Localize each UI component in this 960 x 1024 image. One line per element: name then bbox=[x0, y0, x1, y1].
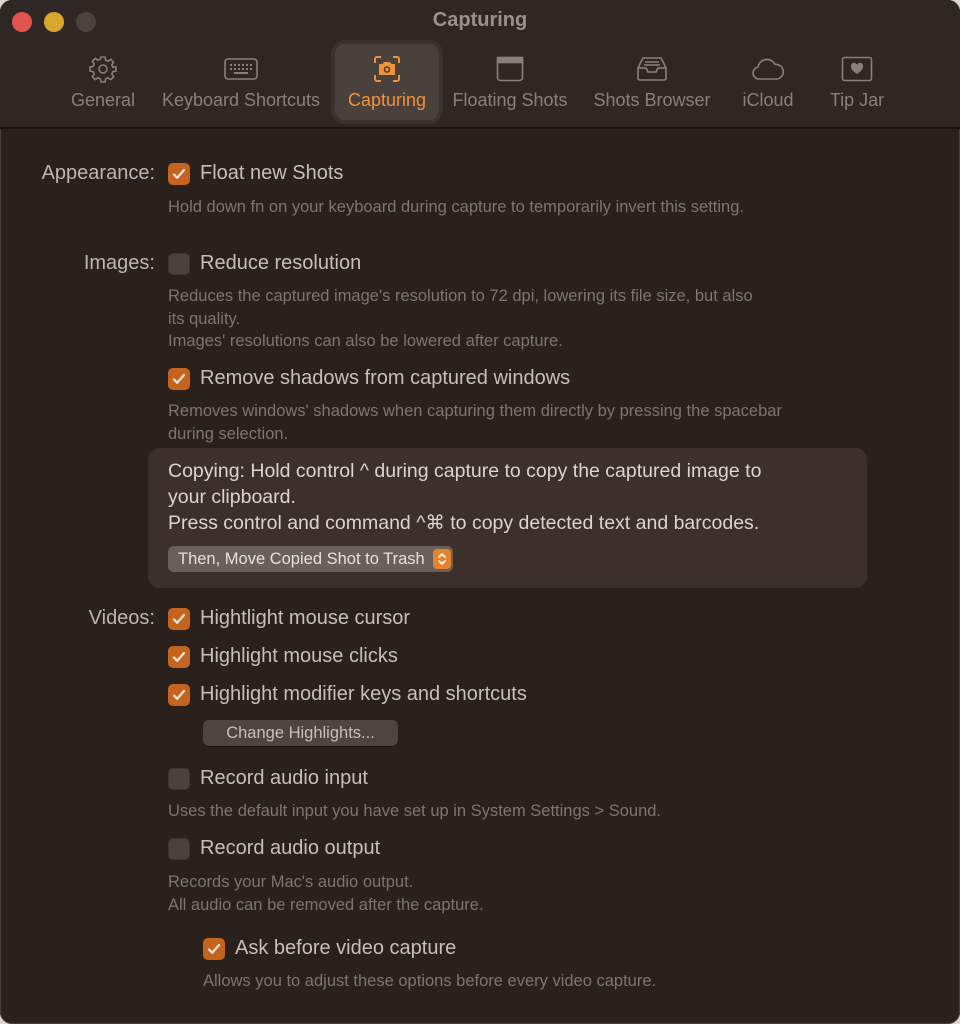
copying-info-box bbox=[148, 448, 867, 588]
tab-shots-browser[interactable]: Shots Browser bbox=[588, 40, 716, 122]
appearance-label: Appearance: bbox=[41, 162, 155, 184]
tray-icon bbox=[636, 50, 668, 88]
highlight-keys-checkbox[interactable]: Highlight modifier keys and shortcuts bbox=[168, 683, 527, 706]
toolbar bbox=[0, 0, 960, 129]
checkbox-unchecked-icon bbox=[168, 768, 190, 790]
highlight-cursor-checkbox[interactable]: Hightlight mouse cursor bbox=[168, 607, 410, 630]
tab-general[interactable]: General bbox=[60, 40, 146, 122]
float-new-shots-checkbox[interactable]: Float new Shots bbox=[168, 162, 343, 185]
checkbox-unchecked-icon bbox=[168, 253, 190, 275]
heart-card-icon bbox=[841, 50, 873, 88]
tab-keyboard-shortcuts[interactable]: Keyboard Shortcuts bbox=[156, 40, 326, 122]
ask-before-description: Allows you to adjust these options before every video capture. bbox=[203, 972, 657, 990]
highlight-clicks-checkbox[interactable]: Highlight mouse clicks bbox=[168, 645, 398, 668]
reduce-resolution-checkbox[interactable]: Reduce resolution bbox=[168, 252, 361, 275]
videos-label: Videos: bbox=[88, 607, 155, 629]
copying-instructions: Copying: Hold control ^ during capture to copy the captured image to your clipboard. Press control and command ^⌘ to copy detected text and barcodes. bbox=[168, 460, 762, 534]
checkbox-checked-icon bbox=[203, 938, 225, 960]
checkbox-checked-icon bbox=[168, 608, 190, 630]
tab-floating-shots[interactable]: Floating Shots bbox=[448, 40, 572, 122]
keyboard-icon bbox=[224, 50, 258, 88]
window-title: Capturing bbox=[432, 9, 528, 31]
cloud-icon bbox=[751, 50, 785, 88]
tab-icloud[interactable]: iCloud bbox=[730, 40, 806, 122]
record-audio-input-checkbox[interactable]: Record audio input bbox=[168, 767, 368, 790]
record-audio-output-checkbox[interactable]: Record audio output bbox=[168, 837, 380, 860]
checkbox-checked-icon bbox=[168, 646, 190, 668]
float-description: Hold down fn on your keyboard during capture to temporarily invert this setting. bbox=[168, 198, 744, 216]
checkbox-checked-icon bbox=[168, 163, 190, 185]
tab-tip-jar[interactable]: Tip Jar bbox=[822, 40, 892, 122]
after-copy-popup-button[interactable]: Then, Move Copied Shot to Trash bbox=[168, 546, 453, 572]
remove-shadows-checkbox[interactable]: Remove shadows from captured windows bbox=[168, 367, 570, 390]
window-icon bbox=[496, 50, 524, 88]
gear-icon bbox=[88, 50, 118, 88]
images-label: Images: bbox=[83, 252, 155, 274]
checkbox-checked-icon bbox=[168, 684, 190, 706]
remove-shadows-description: Removes windows' shadows when capturing them directly by pressing the spacebar during selection. bbox=[168, 402, 782, 443]
reduce-resolution-description: Reduces the captured image's resolution to 72 dpi, lowering its file size, but also its quality. Images' resolutions can also be lowered after capture. bbox=[168, 287, 753, 350]
ask-before-capture-checkbox[interactable]: Ask before video capture bbox=[203, 937, 456, 960]
tab-capturing[interactable]: Capturing bbox=[335, 44, 439, 120]
checkbox-checked-icon bbox=[168, 368, 190, 390]
checkbox-unchecked-icon bbox=[168, 838, 190, 860]
change-highlights-button[interactable]: Change Highlights... bbox=[203, 720, 398, 746]
tab-bar bbox=[0, 40, 960, 122]
audio-input-description: Uses the default input you have set up in System Settings > Sound. bbox=[168, 802, 662, 820]
camera-viewfinder-icon bbox=[373, 50, 401, 88]
up-down-chevron-icon bbox=[433, 549, 451, 569]
audio-output-description: Records your Mac's audio output. All audio can be removed after the capture. bbox=[168, 873, 484, 914]
